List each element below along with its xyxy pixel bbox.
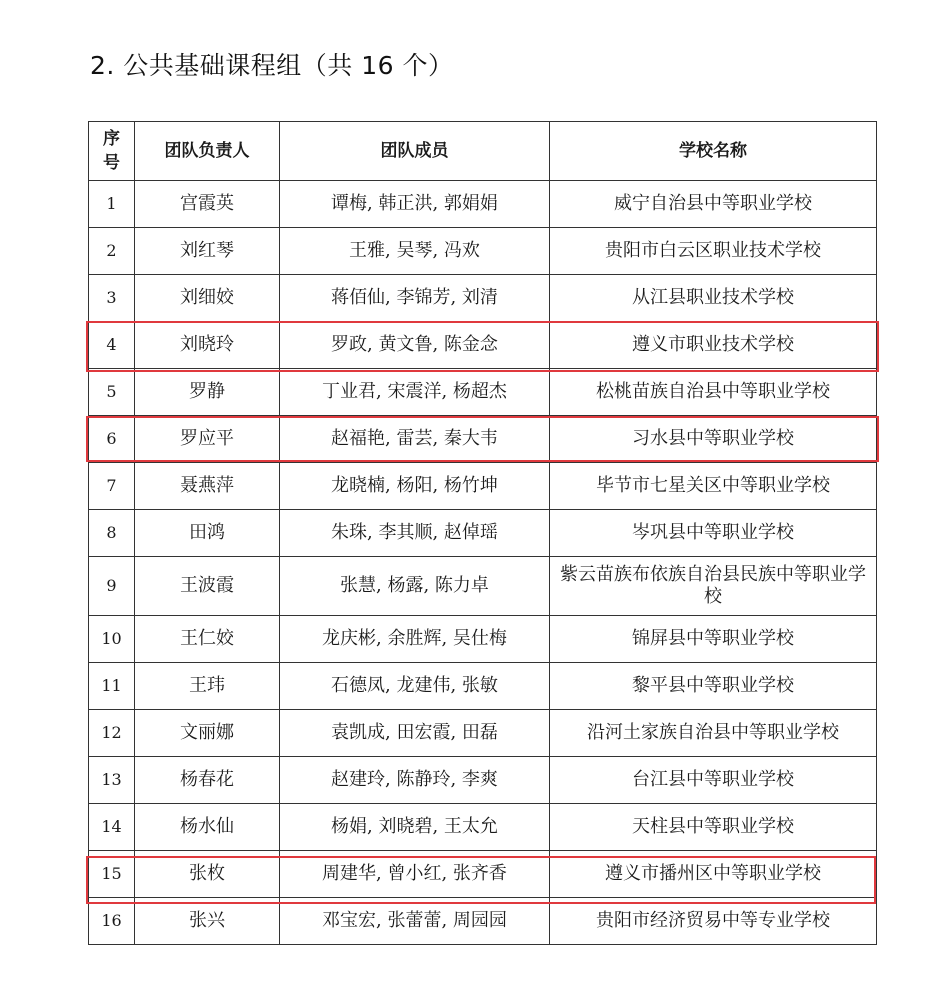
cell-members: 龙晓楠, 杨阳, 杨竹坤 xyxy=(280,463,550,510)
cell-leader: 张兴 xyxy=(135,898,280,945)
table-row xyxy=(89,510,877,557)
cell-leader: 田鸿 xyxy=(135,510,280,557)
cell-seq: 8 xyxy=(89,510,135,557)
cell-members: 袁凯成, 田宏霞, 田磊 xyxy=(280,710,550,757)
cell-members: 谭梅, 韩正洪, 郭娟娟 xyxy=(280,181,550,228)
cell-school: 威宁自治县中等职业学校 xyxy=(550,181,877,228)
cell-members: 杨娟, 刘晓碧, 王太允 xyxy=(280,804,550,851)
table-row xyxy=(89,275,877,322)
cell-school: 岑巩县中等职业学校 xyxy=(550,510,877,557)
cell-leader: 张枚 xyxy=(135,851,280,898)
table-row xyxy=(89,416,877,463)
cell-leader: 刘细姣 xyxy=(135,275,280,322)
cell-leader: 文丽娜 xyxy=(135,710,280,757)
cell-seq: 3 xyxy=(89,275,135,322)
table-row xyxy=(89,228,877,275)
table-row xyxy=(89,322,877,369)
cell-leader: 王波霞 xyxy=(135,557,280,616)
cell-school: 遵义市播州区中等职业学校 xyxy=(550,851,877,898)
cell-members: 赵建玲, 陈静玲, 李爽 xyxy=(280,757,550,804)
cell-leader: 刘红琴 xyxy=(135,228,280,275)
cell-members: 石德凤, 龙建伟, 张敏 xyxy=(280,663,550,710)
cell-members: 王雅, 吴琴, 冯欢 xyxy=(280,228,550,275)
cell-school: 台江县中等职业学校 xyxy=(550,757,877,804)
cell-members: 邓宝宏, 张蕾蕾, 周园园 xyxy=(280,898,550,945)
cell-school: 黎平县中等职业学校 xyxy=(550,663,877,710)
cell-members: 丁业君, 宋震洋, 杨超杰 xyxy=(280,369,550,416)
cell-seq: 1 xyxy=(89,181,135,228)
cell-leader: 杨春花 xyxy=(135,757,280,804)
cell-seq: 15 xyxy=(89,851,135,898)
cell-seq: 6 xyxy=(89,416,135,463)
cell-school: 毕节市七星关区中等职业学校 xyxy=(550,463,877,510)
table-row xyxy=(89,663,877,710)
cell-seq: 10 xyxy=(89,616,135,663)
cell-seq: 11 xyxy=(89,663,135,710)
cell-school: 锦屏县中等职业学校 xyxy=(550,616,877,663)
cell-seq: 2 xyxy=(89,228,135,275)
table-row xyxy=(89,851,877,898)
table-row xyxy=(89,181,877,228)
cell-seq: 4 xyxy=(89,322,135,369)
table-row xyxy=(89,710,877,757)
team-table xyxy=(88,121,877,945)
cell-seq: 9 xyxy=(89,557,135,616)
table-row xyxy=(89,557,877,616)
cell-seq: 16 xyxy=(89,898,135,945)
table-row xyxy=(89,369,877,416)
cell-school: 天柱县中等职业学校 xyxy=(550,804,877,851)
cell-school: 松桃苗族自治县中等职业学校 xyxy=(550,369,877,416)
cell-leader: 王仁姣 xyxy=(135,616,280,663)
table-row xyxy=(89,898,877,945)
cell-leader: 聂燕萍 xyxy=(135,463,280,510)
cell-members: 张慧, 杨露, 陈力卓 xyxy=(280,557,550,616)
table-header-row xyxy=(89,122,877,181)
cell-seq: 12 xyxy=(89,710,135,757)
cell-school: 遵义市职业技术学校 xyxy=(550,322,877,369)
cell-school: 习水县中等职业学校 xyxy=(550,416,877,463)
cell-members: 赵福艳, 雷芸, 秦大韦 xyxy=(280,416,550,463)
cell-members: 周建华, 曾小红, 张齐香 xyxy=(280,851,550,898)
page-title: 2. 公共基础课程组（共 16 个） xyxy=(90,51,454,80)
header-leader: 团队负责人 xyxy=(135,122,280,181)
cell-seq: 14 xyxy=(89,804,135,851)
header-seq: 序 号 xyxy=(89,122,135,181)
header-school: 学校名称 xyxy=(550,122,877,181)
cell-seq: 5 xyxy=(89,369,135,416)
cell-members: 龙庆彬, 余胜辉, 吴仕梅 xyxy=(280,616,550,663)
cell-leader: 王玮 xyxy=(135,663,280,710)
header-members: 团队成员 xyxy=(280,122,550,181)
cell-seq: 13 xyxy=(89,757,135,804)
table-row xyxy=(89,757,877,804)
cell-leader: 刘晓玲 xyxy=(135,322,280,369)
cell-school: 贵阳市经济贸易中等专业学校 xyxy=(550,898,877,945)
cell-school: 贵阳市白云区职业技术学校 xyxy=(550,228,877,275)
cell-leader: 杨水仙 xyxy=(135,804,280,851)
cell-leader: 罗应平 xyxy=(135,416,280,463)
table-row xyxy=(89,463,877,510)
cell-seq: 7 xyxy=(89,463,135,510)
cell-leader: 罗静 xyxy=(135,369,280,416)
table-row xyxy=(89,616,877,663)
cell-school: 紫云苗族布依族自治县民族中等职业学校 xyxy=(550,557,877,616)
cell-members: 蒋佰仙, 李锦芳, 刘清 xyxy=(280,275,550,322)
cell-leader: 宫霞英 xyxy=(135,181,280,228)
table-row xyxy=(89,804,877,851)
cell-school: 沿河土家族自治县中等职业学校 xyxy=(550,710,877,757)
cell-members: 朱珠, 李其顺, 赵倬瑶 xyxy=(280,510,550,557)
cell-school: 从江县职业技术学校 xyxy=(550,275,877,322)
cell-members: 罗政, 黄文鲁, 陈金念 xyxy=(280,322,550,369)
